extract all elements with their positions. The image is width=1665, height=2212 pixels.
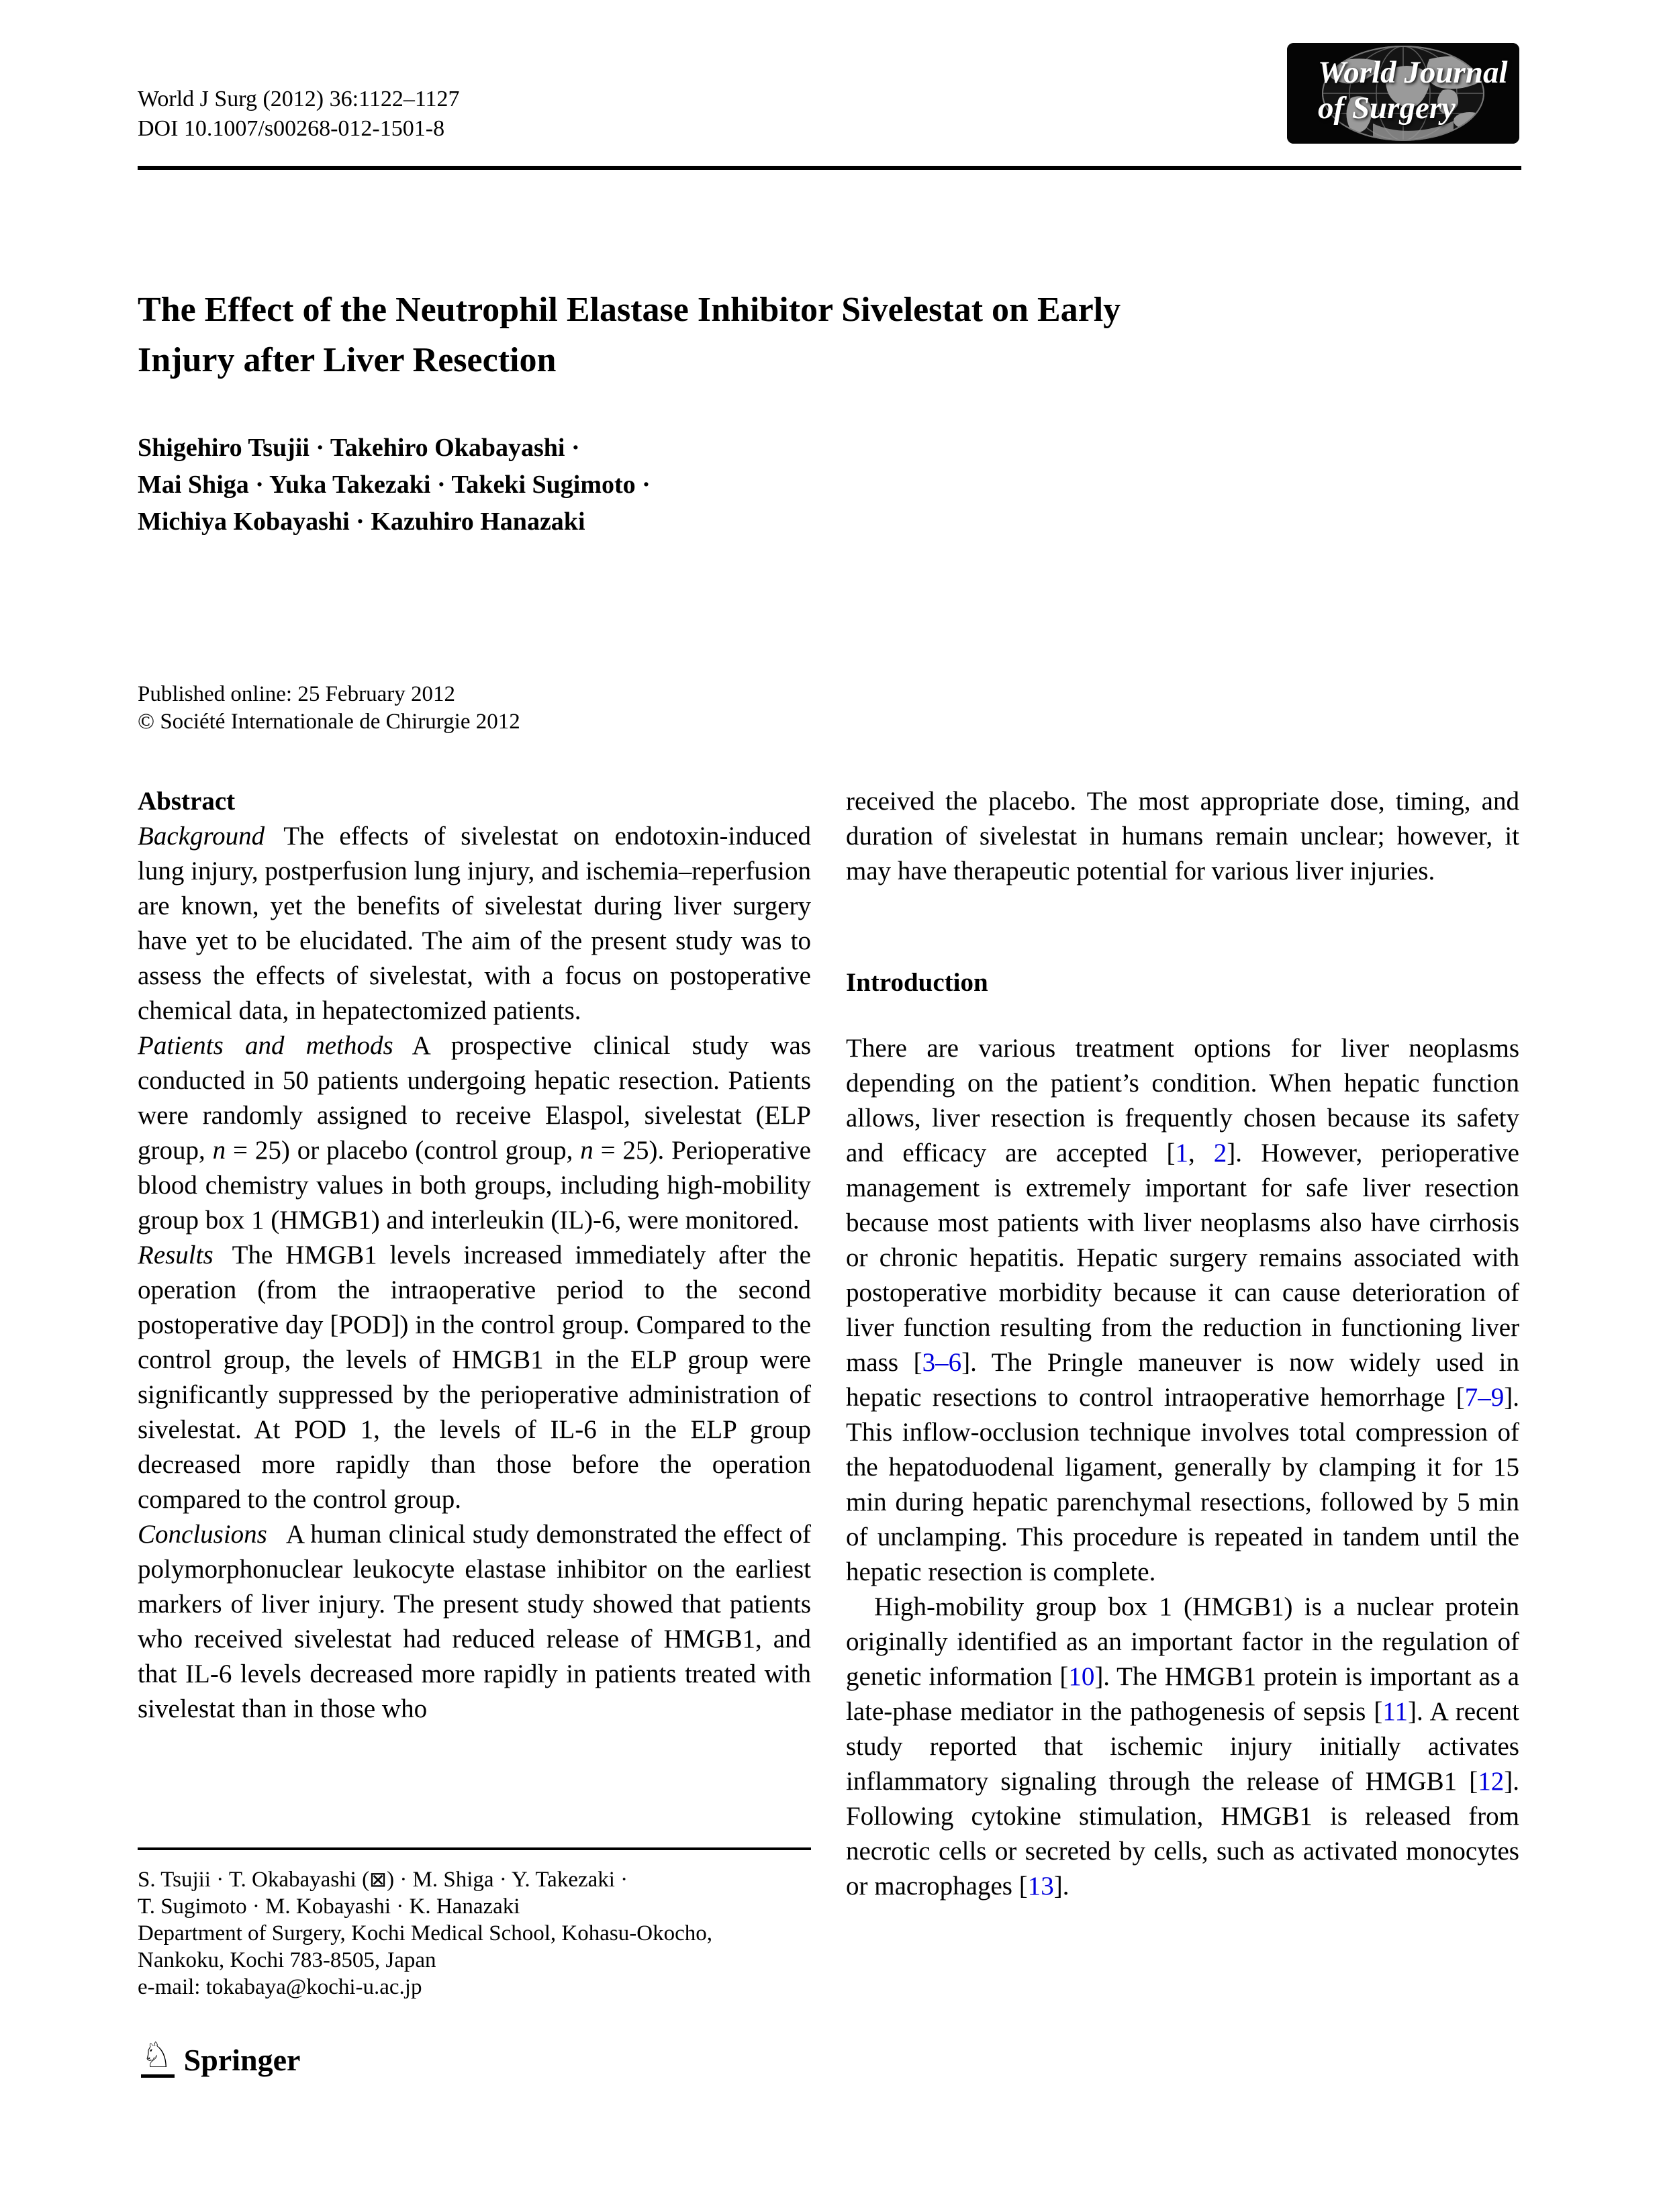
author-list: [138, 430, 651, 540]
springer-logo: [141, 2035, 301, 2078]
logo-title-line2: of Surgery: [1318, 91, 1456, 126]
header-rule: [138, 166, 1521, 170]
article-body: [138, 784, 1524, 1904]
abstract-background-label: Background: [138, 822, 265, 851]
footnote-authors-line1: S. Tsujii · T. Okabayashi (⊠) · M. Shiga · Y. Takezaki ·: [138, 1868, 628, 1892]
footnote-authors-line2: T. Sugimoto · M. Kobayashi · K. Hanazaki: [138, 1894, 520, 1919]
journal-logo: [1287, 43, 1519, 144]
springer-knight-icon: ♘: [141, 2038, 175, 2078]
citation-link[interactable]: 1: [1175, 1139, 1188, 1167]
logo-title-line1: World Journal: [1318, 55, 1508, 90]
citation-link[interactable]: 13: [1027, 1872, 1054, 1901]
abstract-heading: Abstract: [138, 787, 236, 816]
footnote-affiliation-line2: Nankoku, Kochi 783-8505, Japan: [138, 1948, 436, 1972]
abstract-background: [138, 819, 811, 1028]
citation-link[interactable]: 2: [1213, 1139, 1227, 1167]
journal-logo-title: [1318, 55, 1508, 126]
correspondence-footnote: [138, 1847, 811, 2001]
abstract-conclusions-label: Conclusions: [138, 1520, 267, 1549]
citation-link[interactable]: 7–9: [1464, 1383, 1505, 1412]
citation-doi: DOI 10.1007/s00268-012-1501-8: [138, 116, 445, 141]
springer-label: Springer: [183, 2043, 301, 2078]
introduction-heading: Introduction: [846, 968, 988, 997]
envelope-icon: ⊠: [369, 1868, 387, 1892]
citation-link[interactable]: 11: [1382, 1697, 1408, 1726]
left-column: [138, 784, 811, 1904]
abstract-methods-label: Patients and methods: [138, 1031, 393, 1060]
citation-link[interactable]: 10: [1068, 1662, 1095, 1691]
conclusions-continuation: received the placebo. The most appropriate dose, timing, and duration of sivelestat in humans remain unclear; however, it may have therapeutic potential for various liver injuries.: [846, 787, 1519, 885]
journal-citation: [138, 85, 460, 144]
abstract-results-text: The HMGB1 levels increased immediately after the operation (from the intraoperative period to the second postoperative day [POD]) in the control group. Compared to the control group, the levels of HMGB1 in the ELP group were significantly suppressed by the perioperative administration of sivelestat. At POD 1, the levels of IL-6 in the ELP group decreased more rapidly than those before the operation compared to the control group.: [138, 1241, 811, 1514]
abstract-results-label: Results: [138, 1241, 213, 1269]
citation-link[interactable]: 12: [1478, 1767, 1505, 1796]
abstract-background-text: The effects of sivelestat on endotoxin-induced lung injury, postperfusion lung injury, and ischemia–reperfusion are known, yet the benefits of sivelestat during liver surgery have yet to be elucidated. The aim of the present study was to assess the effects of sivelestat, with a focus on postoperative chemical data, in hepatectomized patients.: [138, 822, 811, 1025]
citation-volume-pages: World J Surg (2012) 36:1122–1127: [138, 87, 460, 111]
abstract-methods: [138, 1028, 811, 1238]
author-line: Michiya Kobayashi · Kazuhiro Hanazaki: [138, 508, 585, 536]
author-line: Mai Shiga · Yuka Takezaki · Takeki Sugimoto ·: [138, 471, 651, 499]
article-title: [138, 285, 1474, 385]
introduction-paragraph-2: High-mobility group box 1 (HMGB1) is a nuclear protein originally identified as an important factor in the regulation of genetic information [10]. The HMGB1 protein is important as a late-phase mediator in the pathogenesis of sepsis [11]. A recent study reported that ischemic injury initially activates inflammatory signaling through the release of HMGB1 [12]. Following cytokine stimulation, HMGB1 is released from necrotic cells or secreted by cells, such as activated monocytes or macrophages [13].: [846, 1592, 1519, 1901]
abstract-methods-text: A prospective clinical study was conducted in 50 patients undergoing hepatic resection. Patients were randomly assigned to receive Elaspol, sivelestat (ELP group, n = 25) or placebo (control group, n = 25). Perioperative blood chemistry values in both groups, including high-mobility group box 1 (HMGB1) and interleukin (IL)-6, were monitored.: [138, 1031, 812, 1235]
footnote-affiliation-line1: Department of Surgery, Kochi Medical School, Kohasu-Okocho,: [138, 1921, 712, 1945]
published-online: Published online: 25 February 2012: [138, 682, 455, 706]
abstract-conclusions: [138, 1517, 811, 1727]
abstract-conclusions-text: A human clinical study demonstrated the effect of polymorphonuclear leukocyte elastase inhibitor on the earliest markers of liver injury. The present study showed that patients who received sivelestat had reduced release of HMGB1, and that IL-6 levels decreased more rapidly in patients treated with sivelestat than in those who: [138, 1520, 811, 1723]
copyright-line: © Société Internationale de Chirurgie 2012: [138, 710, 520, 734]
author-line: Shigehiro Tsujii · Takehiro Okabayashi ·: [138, 434, 580, 462]
right-column: [846, 784, 1519, 1904]
title-line2: Injury after Liver Resection: [138, 341, 557, 379]
title-line1: The Effect of the Neutrophil Elastase Inhibitor Sivelestat on Early: [138, 291, 1121, 329]
publication-info: [138, 681, 520, 736]
citation-link[interactable]: 3–6: [922, 1348, 962, 1377]
footnote-email: e-mail: tokabaya@kochi-u.ac.jp: [138, 1975, 422, 1999]
abstract-results: [138, 1238, 811, 1517]
introduction-paragraph-1: There are various treatment options for liver neoplasms depending on the patient’s condition. When hepatic function allows, liver resection is frequently chosen because its safety and efficacy are accepted [1, 2]. However, perioperative management is extremely important for safe liver resection because most patients with liver neoplasms also have cirrhosis or chronic hepatitis. Hepatic surgery remains associated with postoperative morbidity because it can cause deterioration of liver function resulting from the reduction in functioning liver mass [3–6]. The Pringle maneuver is now widely used in hepatic resections to control intraoperative hemorrhage [7–9]. This inflow-occlusion technique involves total compression of the hepatoduodenal ligament, generally by clamping it for 15 min during hepatic parenchymal resections, followed by 5 min of unclamping. This procedure is repeated in tandem until the hepatic resection is complete.: [846, 1034, 1519, 1586]
